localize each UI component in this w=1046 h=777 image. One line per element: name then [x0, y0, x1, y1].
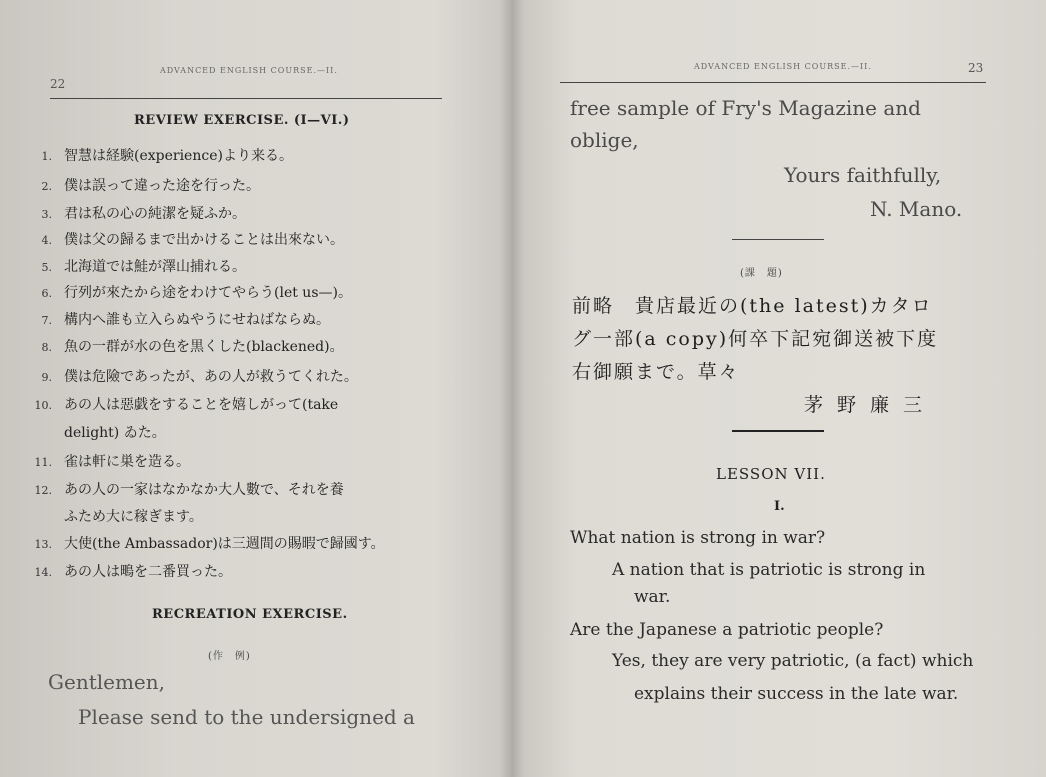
list-item: 9. 僕は危險であったが、あの人が救うてくれた。 [41, 369, 358, 385]
jp-letter-line: グ一部(a copy)何卒下記宛御送被下度 [572, 328, 939, 350]
sakurei-label: (作 例) [208, 651, 251, 662]
list-item: 12. あの人の一家はなかなか大人數で、それを養 [34, 482, 344, 498]
list-item: 7. 構内へ誰も立入らぬやうにせねばならぬ。 [41, 312, 330, 328]
answer-line: Yes, they are very patriotic, (a fact) which [612, 651, 974, 671]
page-number-left: 22 [50, 77, 66, 91]
question-line: What nation is strong in war? [570, 528, 826, 548]
question-line: Are the Japanese a patriotic people? [570, 620, 884, 640]
letter-signature: N. Mano. [870, 197, 963, 221]
running-head-left: ADVANCED ENGLISH COURSE.—II. [160, 66, 338, 75]
letter-closing: Yours faithfully, [784, 163, 942, 187]
lesson-title: LESSON VII. [716, 465, 826, 483]
review-exercise-title: REVIEW EXERCISE. (I—VI.) [134, 113, 350, 128]
answer-line: war. [634, 587, 671, 607]
list-item: 5. 北海道では鮭が澤山捕れる。 [41, 259, 246, 275]
list-item: 6. 行列が來たから途をわけてやらう(let us—)。 [41, 285, 352, 301]
running-head-right: ADVANCED ENGLISH COURSE.—II. [694, 62, 872, 71]
list-item: delight) ゐた。 [64, 425, 166, 441]
header-rule-left [50, 98, 442, 99]
list-item: 11. 雀は軒に巣を造る。 [34, 454, 190, 470]
jp-letter-line: 前略 貴店最近の(the latest)カタロ [572, 295, 933, 317]
salutation: Gentlemen, [48, 670, 166, 694]
kadai-label: (課 題) [740, 268, 783, 279]
list-item: 3. 君は私の心の純潔を疑ふか。 [41, 206, 246, 222]
book-gutter [500, 0, 524, 777]
list-item: 14. あの人は鴫を二番買った。 [34, 564, 232, 580]
section-number: I. [774, 499, 785, 514]
answer-line: A nation that is patriotic is strong in [612, 560, 926, 580]
list-item: ふため大に稼ぎます。 [64, 509, 203, 525]
jp-signature: 茅野廉三 [804, 394, 937, 416]
divider-thick [732, 430, 824, 432]
list-item: 13. 大使(the Ambassador)は三週間の賜暇で歸國す。 [34, 536, 385, 552]
letter-body-line: Please send to the undersigned a [78, 705, 415, 729]
left-page [0, 0, 512, 777]
list-item: 8. 魚の一群が水の色を黒くした(blackened)。 [41, 339, 344, 355]
letter-line: free sample of Fry's Magazine and [570, 96, 921, 120]
list-item: 4. 僕は父の歸るまで出かけることは出來ない。 [41, 232, 344, 248]
divider-thin [732, 239, 824, 240]
header-rule-right [560, 82, 986, 83]
letter-line: oblige, [570, 128, 639, 152]
list-item: 10. あの人は惡戯をすることを嬉しがって(take [34, 397, 339, 413]
jp-letter-line: 右御願まで。草々 [572, 361, 740, 383]
answer-line: explains their success in the late war. [634, 684, 959, 704]
page-number-right: 23 [968, 61, 984, 75]
recreation-exercise-title: RECREATION EXERCISE. [152, 607, 348, 622]
right-page [512, 0, 1046, 777]
list-item: 2. 僕は誤って違った途を行った。 [41, 178, 260, 194]
list-item: 1. 智慧は経験(experience)より来る。 [41, 148, 293, 164]
